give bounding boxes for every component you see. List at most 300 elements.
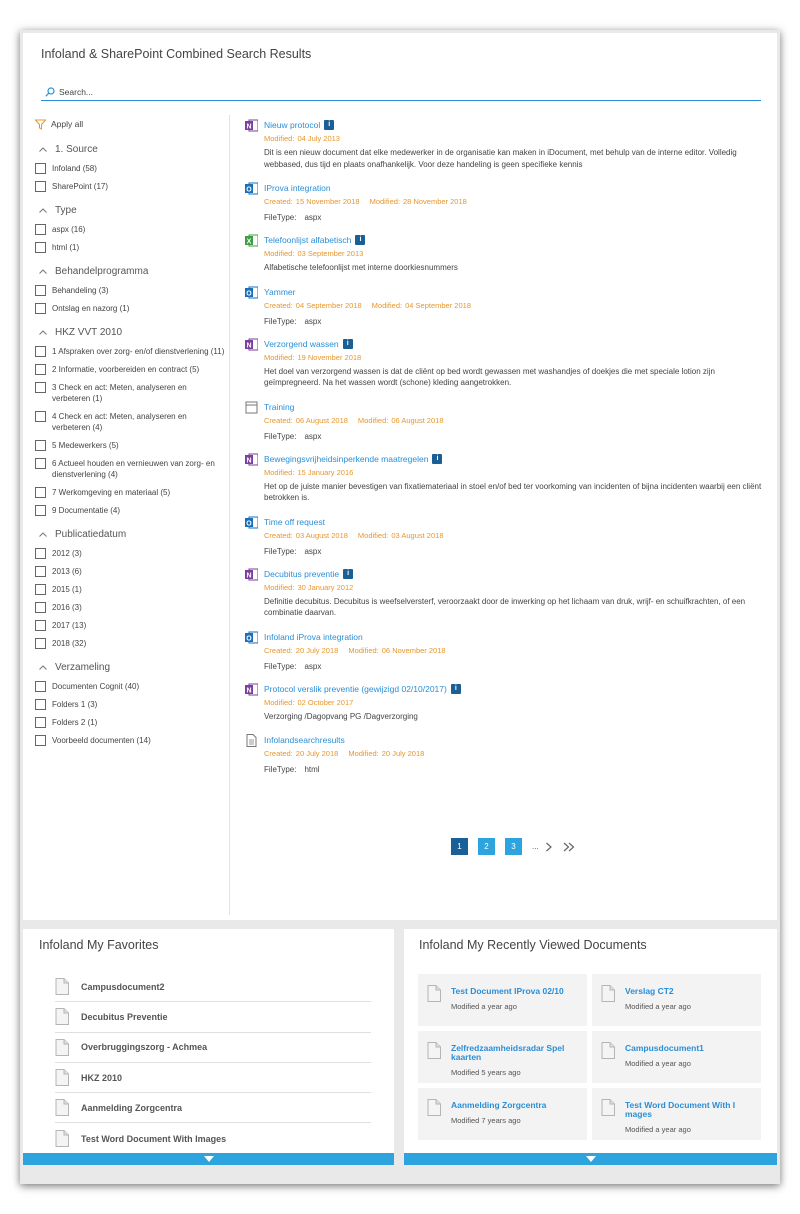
filetype-label: FileType: [264,661,297,671]
filetype-value: aspx [304,316,322,326]
recent-document-tile[interactable] [418,1088,587,1140]
recent-document-name[interactable]: Verslag CT2 [625,986,674,996]
refiner-option-label: 2015 (1) [52,585,82,594]
result-description: Verzorging /Dagopvang PG /Dagverzorging [264,711,418,721]
modified-label: Modified: [264,249,295,258]
created-value: 15 November 2018 [295,197,360,206]
favorite-item[interactable] [55,1063,371,1093]
modified-date [264,583,353,592]
checkbox[interactable] [35,163,46,174]
result-item [245,453,765,504]
recent-expand-bar[interactable] [404,1153,777,1165]
favorite-item-label: Overbruggingszorg - Achmea [81,1042,208,1053]
result-dates [264,646,765,656]
refiner-option[interactable] [35,181,227,192]
refiner-option[interactable] [35,285,227,296]
filter-icon [35,119,46,130]
modified-label: Modified: [264,697,295,707]
result-title-row [264,286,765,298]
chevron-up-icon [39,330,47,335]
modified-label: Modified: [371,300,403,310]
modified-date [358,416,444,425]
document-icon [601,1099,615,1116]
modified-date [264,353,361,362]
modified-value: 03 August 2018 [391,530,444,540]
result-dates [264,353,765,363]
recent-document-tile[interactable] [418,974,587,1026]
result-dates [264,301,765,311]
favorite-item-label: Aanmelding Zorgcentra [81,1102,183,1113]
refiner-option[interactable] [35,699,227,710]
modified-value: 20 July 2018 [381,749,425,758]
result-title-row [264,568,765,580]
svg-text:O: O [246,635,252,642]
result-title-link[interactable]: Training [264,401,295,412]
refiner-option[interactable] [35,735,227,746]
checkbox[interactable] [35,735,46,746]
created-date [264,301,362,310]
recent-document-modified: Modified 5 years ago [451,1068,521,1077]
modified-date [264,698,353,707]
filetype-value: aspx [304,661,322,671]
result-description: Het op de juiste manier bevestigen van fixatiemateriaal in stoel en/of bed ter voorkoming van incidenten of bijna incidenten waarbij een cliënt betrokken is. [264,481,762,502]
refiner-option-label: 6 Actueel houden en vernieuwen van zorg- en dienstverlening (4) [52,459,215,479]
result-item [245,119,765,170]
refiner-group-title: Type [55,204,77,216]
refiner-option-label: 2017 (13) [52,621,87,630]
checkbox[interactable] [35,584,46,595]
favorite-item[interactable] [55,1093,371,1123]
filetype-label: FileType: [264,765,297,774]
checkbox[interactable] [35,681,46,692]
result-item [245,182,765,222]
recent-document-modified: Modified a year ago [625,1059,691,1068]
modified-date [348,749,424,758]
refiner-option[interactable] [35,505,227,516]
result-description: Het doel van verzorgend wassen is dat de cliënt op bed wordt gewassen met washandjes of doekjes die met speciale lotion zijn geïmpregneerd. Na het wassen wordt (schone) kleding aangetrokken. [264,366,715,387]
refiner-group [35,324,227,516]
result-title-link[interactable]: Telefoonlijst alfabetisch [264,235,352,245]
refiner-option[interactable] [35,458,227,480]
refiner-option-label: 2012 (3) [52,549,82,558]
result-dates [264,416,765,426]
info-icon[interactable]: i [451,684,461,694]
result-title-link[interactable]: Nieuw protocol [264,120,321,130]
svg-text:N: N [246,572,252,579]
favorites-title: Infoland My Favorites [39,938,159,952]
checkbox[interactable] [35,242,46,253]
refiner-option[interactable] [35,440,227,451]
result-filetype [264,317,765,326]
result-dates [264,197,765,207]
created-value: 03 August 2018 [295,530,348,540]
refiner-option-label: 7 Werkomgeving en materiaal (5) [52,488,171,497]
refiner-option-label: Folders 1 (3) [52,700,98,709]
chevron-up-icon [39,665,47,670]
filetype-label: FileType: [264,213,297,222]
modified-value: 15 January 2016 [297,467,354,477]
result-title-row [264,401,765,413]
recent-documents-grid [418,974,761,1140]
result-title-link[interactable]: Decubitus preventie [264,568,340,579]
result-title-row [264,338,765,350]
result-title-row [264,234,765,246]
search-input[interactable] [59,87,739,97]
favorite-item-label: HKZ 2010 [81,1072,123,1083]
checkbox[interactable] [35,620,46,631]
refiner-option-label: 9 Documentatie (4) [52,506,121,515]
result-title-link[interactable]: Time off request [264,516,325,527]
checkbox[interactable] [35,181,46,192]
favorites-list [55,972,371,1154]
recent-document-name[interactable]: Test Document IProva 02/10 [451,986,564,996]
result-title-row [264,631,765,643]
refiner-option-label: Voorbeeld documenten (14) [52,736,151,745]
refiner-option-label: html (1) [52,243,80,252]
result-title-link[interactable]: Infolandsearchresults [264,735,345,745]
refiner-option-label: 2013 (6) [52,567,82,576]
favorites-expand-bar[interactable] [23,1153,394,1165]
result-item [245,683,765,723]
checkbox[interactable] [35,364,46,375]
document-icon [55,1039,69,1056]
recent-document-name[interactable]: Test Word Document With I mages [625,1100,736,1119]
refiner-option[interactable] [35,487,227,498]
refiner-option[interactable] [35,566,227,577]
outlook-icon [245,286,258,299]
column-divider [229,115,230,915]
modified-value: 28 November 2018 [403,197,467,206]
recent-document-name[interactable]: Campusdocument1 [625,1043,704,1053]
modified-value: 30 January 2012 [297,582,354,592]
created-date [264,197,360,206]
modified-label: Modified: [264,134,295,143]
page-frame [20,30,780,1184]
recent-documents-panel [404,929,777,1165]
modified-label: Modified: [369,197,401,206]
created-date [264,416,348,425]
excel-icon [245,234,258,247]
result-item [245,286,765,326]
onenote-icon [245,453,258,466]
modified-label: Modified: [264,582,295,592]
created-label: Created: [264,749,293,758]
refiner-option-label: 1 Afspraken over zorg- en/of dienstverlening (11) [52,347,225,356]
checkbox[interactable] [35,224,46,235]
recent-document-name[interactable]: Zelfredzaamheidsradar Spel kaarten [451,1043,565,1062]
document-icon [601,985,615,1002]
result-dates [264,249,765,259]
pagination-ellipsis: ... [532,842,539,851]
result-filetype [264,432,765,441]
html-file-icon [245,734,258,747]
recent-document-tile[interactable] [592,974,761,1026]
filetype-label: FileType: [264,546,297,556]
recent-document-modified: Modified 7 years ago [451,1116,521,1125]
refiner-option[interactable] [35,638,227,649]
refiner-group-title: HKZ VVT 2010 [55,326,123,338]
refiner-group-title: Behandelprogramma [55,265,149,277]
document-icon [55,1099,69,1116]
result-title-row [264,683,765,695]
refiner-option-label: SharePoint (17) [52,182,109,191]
filetype-label: FileType: [264,316,297,326]
refiner-option[interactable] [35,681,227,692]
created-value: 06 August 2018 [295,415,348,425]
refiner-option[interactable] [35,303,227,314]
onenote-icon [245,568,258,581]
document-icon [427,1042,441,1059]
document-icon [55,1069,69,1086]
onenote-icon [245,683,258,696]
chevron-up-icon [39,208,47,213]
favorite-item-label: Test Word Document With Images [81,1133,227,1144]
result-dates [264,583,765,593]
checkbox[interactable] [35,458,46,469]
refiner-group-header[interactable] [35,141,227,157]
chevron-down-icon [586,1156,596,1162]
checkbox[interactable] [35,346,46,357]
refiner-group-title: Verzameling [55,661,111,673]
page-icon [245,401,258,414]
modified-date [264,468,353,477]
created-date [264,749,338,758]
result-title-link[interactable]: Yammer [264,286,296,297]
checkbox[interactable] [35,505,46,516]
result-title-link[interactable]: Protocol verslik preventie (gewijzigd 02/10/2017) [264,683,447,694]
info-icon[interactable]: i [432,454,442,464]
refiner-group-header[interactable] [35,202,227,218]
refiner-option[interactable] [35,584,227,595]
result-title-link[interactable]: Infoland iProva integration [264,631,363,642]
favorite-item[interactable] [55,1123,371,1153]
favorites-panel [23,929,394,1165]
refiner-option-label: 5 Medewerkers (5) [52,441,119,450]
refiner-option-label: 3 Check en act: Meten, analyseren en verbeteren (1) [52,383,187,403]
modified-value: 04 July 2013 [297,134,340,143]
refiner-option[interactable] [35,224,227,235]
result-dates [264,134,765,144]
search-icon [45,87,55,97]
svg-text:N: N [246,342,252,349]
result-description: Alfabetische telefoonlijst met interne doorkiesnummers [264,263,458,272]
refiner-group-header[interactable] [35,659,227,675]
modified-label: Modified: [264,352,295,362]
result-title-row [264,453,765,465]
outlook-icon [245,631,258,644]
filetype-value: html [304,765,320,774]
modified-label: Modified: [357,530,389,540]
svg-text:N: N [246,687,252,694]
chevron-up-icon [39,532,47,537]
result-title-row [264,734,765,746]
recent-document-tile[interactable] [418,1031,587,1083]
refiner-option[interactable] [35,364,227,375]
result-item [245,734,765,774]
page-1-button[interactable]: 1 [451,838,468,855]
created-value: 20 July 2018 [295,749,339,758]
recent-document-name[interactable]: Aanmelding Zorgcentra [451,1100,547,1110]
result-description: Dit is een nieuw document dat elke medewerker in de organisatie kan maken in iDocument, met behulp van de interne editor. Volledig webbased, dus tijd en plaats onafhankelijk. Voor deze handeling is geen specifieke kennis [264,148,737,169]
svg-text:X: X [246,238,252,246]
filetype-value: aspx [304,431,322,441]
modified-value: 02 October 2017 [297,697,354,707]
modified-date [348,646,445,655]
favorite-item[interactable] [55,972,371,1002]
favorite-item[interactable] [55,1002,371,1032]
checkbox[interactable] [35,487,46,498]
refiner-option-label: Folders 2 (1) [52,718,98,727]
svg-text:N: N [246,457,252,464]
recent-document-modified: Modified a year ago [625,1125,691,1134]
refiner-option-label: Documenten Cognit (40) [52,682,140,691]
svg-text:O: O [246,520,252,527]
result-filetype [264,662,765,671]
result-description: Definitie decubitus. Decubitus is weefselversterf, veroorzaakt door de inwerking op het lichaam van druk, wrijf- en schuifkrachten, of een combinatie daarvan. [264,596,746,617]
panel-title: Infoland & SharePoint Combined Search Results [41,47,312,61]
page-2-button[interactable]: 2 [478,838,495,855]
refiner-group [35,202,227,253]
refiner-group [35,526,227,649]
refiner-group-header[interactable] [35,526,227,542]
refiner-group [35,659,227,746]
info-icon[interactable]: i [355,235,365,245]
checkbox[interactable] [35,717,46,728]
refiner-group-title: Publicatiedatum [55,528,127,540]
svg-text:N: N [246,123,252,131]
refiner-option[interactable] [35,602,227,613]
info-icon[interactable]: i [324,120,334,130]
refiner-option-label: 2018 (32) [52,639,87,648]
favorite-item[interactable] [55,1033,371,1063]
info-icon[interactable]: i [343,339,353,349]
result-title-link[interactable]: Verzorgend wassen [264,338,339,349]
result-title-link[interactable]: IProva integration [264,183,331,193]
modified-date [372,301,471,310]
modified-value: 06 August 2018 [391,415,444,425]
favorite-item-label: Campusdocument2 [81,981,165,992]
refiner-option[interactable] [35,163,227,174]
favorite-item-label: Decubitus Preventie [81,1011,168,1022]
document-icon [55,1008,69,1025]
document-icon [601,1042,615,1059]
info-icon[interactable]: i [343,569,353,579]
filetype-label: FileType: [264,431,297,441]
created-date [264,531,348,540]
created-value: 20 July 2018 [295,645,339,655]
document-icon [427,1099,441,1116]
outlook-icon [245,182,258,195]
refiner-option[interactable] [35,411,227,433]
checkbox[interactable] [35,602,46,613]
modified-value: 04 September 2018 [405,300,471,310]
created-label: Created: [264,415,293,425]
refiner-option[interactable] [35,717,227,728]
result-filetype [264,765,765,774]
document-icon [427,985,441,1002]
created-value: 04 September 2018 [295,300,362,310]
checkbox[interactable] [35,285,46,296]
refiner-option[interactable] [35,620,227,631]
recent-document-modified: Modified a year ago [625,1002,691,1011]
modified-label: Modified: [264,467,295,477]
refiner-group-title: 1. Source [55,143,98,155]
modified-date [370,197,467,206]
modified-value: 03 September 2013 [297,249,364,258]
checkbox[interactable] [35,566,46,577]
refiner-option-label: Behandeling (3) [52,286,109,295]
modified-date [358,531,444,540]
result-item [245,631,765,671]
checkbox[interactable] [35,440,46,451]
result-item [245,401,765,441]
refiner-option-label: 4 Check en act: Meten, analyseren en verbeteren (4) [52,412,187,432]
refiner-group-header[interactable] [35,263,227,279]
modified-date [264,249,363,258]
svg-text:O: O [246,290,252,297]
refiner-group [35,141,227,192]
recent-document-modified: Modified a year ago [451,1002,517,1011]
refiner-option[interactable] [35,548,227,559]
result-dates [264,531,765,541]
checkbox[interactable] [35,303,46,314]
created-label: Created: [264,300,293,310]
refiners-panel [35,117,227,753]
checkbox[interactable] [35,548,46,559]
apply-all-button[interactable] [35,117,227,131]
page-3-button[interactable]: 3 [505,838,522,855]
onenote-icon [245,338,258,351]
pagination [451,838,575,855]
result-title-row [264,182,765,194]
apply-all-label: Apply all [51,119,84,129]
recent-title: Infoland My Recently Viewed Documents [419,938,647,952]
result-dates [264,749,765,759]
filetype-value: aspx [304,546,322,556]
created-label: Created: [264,645,293,655]
result-title-link[interactable]: Bewegingsvrijheidsinperkende maatregelen [264,453,429,464]
checkbox[interactable] [35,638,46,649]
refiner-option[interactable] [35,242,227,253]
checkbox[interactable] [35,699,46,710]
refiner-option[interactable] [35,382,227,404]
document-icon [55,978,69,995]
refiner-option-label: 2016 (3) [52,603,82,612]
refiner-group-header[interactable] [35,324,227,340]
refiner-option[interactable] [35,346,227,357]
checkbox[interactable] [35,382,46,393]
result-item [245,516,765,556]
result-filetype [264,547,765,556]
refiner-option-label: aspx (16) [52,225,86,234]
chevron-up-icon [39,269,47,274]
results-list [245,119,765,786]
recent-document-tile[interactable] [592,1088,761,1140]
recent-document-tile[interactable] [592,1031,761,1083]
result-filetype [264,213,765,222]
chevron-right-icon[interactable] [545,842,553,852]
filetype-value: aspx [304,213,322,222]
outlook-icon [245,516,258,529]
refiner-option-label: Infoland (58) [52,164,97,173]
double-chevron-right-icon[interactable] [563,842,575,852]
created-label: Created: [264,530,293,540]
result-title-row [264,516,765,528]
checkbox[interactable] [35,411,46,422]
result-dates [264,698,765,708]
search-results-panel [23,33,777,920]
modified-label: Modified: [348,645,379,655]
